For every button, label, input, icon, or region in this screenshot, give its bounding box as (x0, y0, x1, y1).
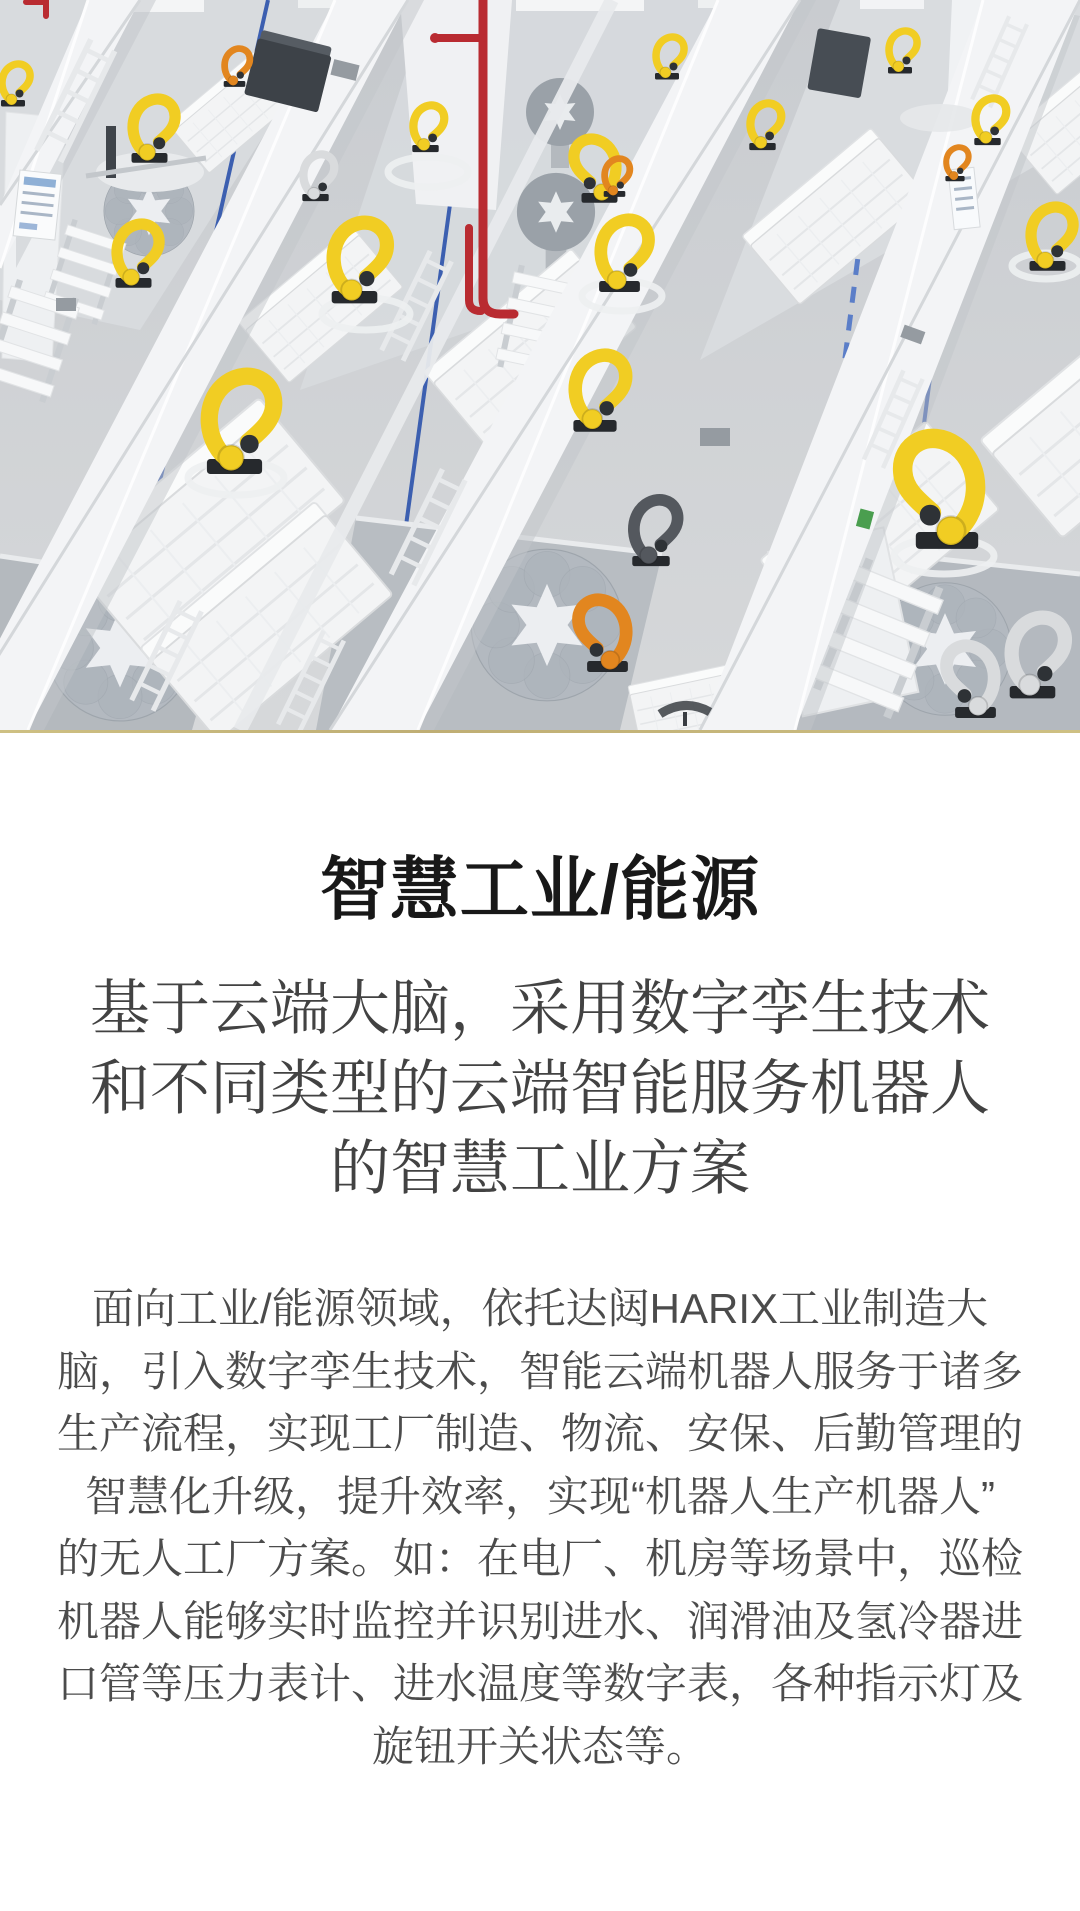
body-line: 脑，引入数字孪生技术，智能云端机器人服务于诸多 (56, 1347, 1023, 1395)
body-line: 的无人工厂方案。如：在电厂、机房等场景中，巡检 (56, 1535, 1023, 1582)
body-line: 生产流程，实现工厂制造、物流、安保、后勤管理的 (56, 1410, 1023, 1457)
factory-scene-illustration (0, 0, 1080, 730)
body-line: 智慧化升级，提升效率，实现“机器人生产机器人” (85, 1472, 995, 1520)
body-line: 旋钮开关状态等。 (371, 1722, 708, 1770)
subtitle-line: 的智慧工业方案 (330, 1135, 750, 1202)
section-body (56, 1278, 1024, 1778)
section-subtitle (0, 969, 1080, 1209)
hero-image (0, 0, 1080, 730)
body-line: 口管等压力表计、进水温度等数字表，各种指示灯及 (56, 1660, 1023, 1707)
section-title: 智慧工业/能源 (319, 851, 761, 928)
hero-bottom-edge (0, 730, 1080, 733)
body-line: 机器人能够实时监控并识别进水、润滑油及氢冷器进 (56, 1597, 1023, 1645)
subtitle-line: 基于云端大脑，采用数字孪生技术 (90, 975, 990, 1042)
body-line: 面向工业/能源领域，依托达闼HARIX工业制造大 (91, 1285, 989, 1332)
subtitle-line: 和不同类型的云端智能服务机器人 (90, 1055, 990, 1122)
